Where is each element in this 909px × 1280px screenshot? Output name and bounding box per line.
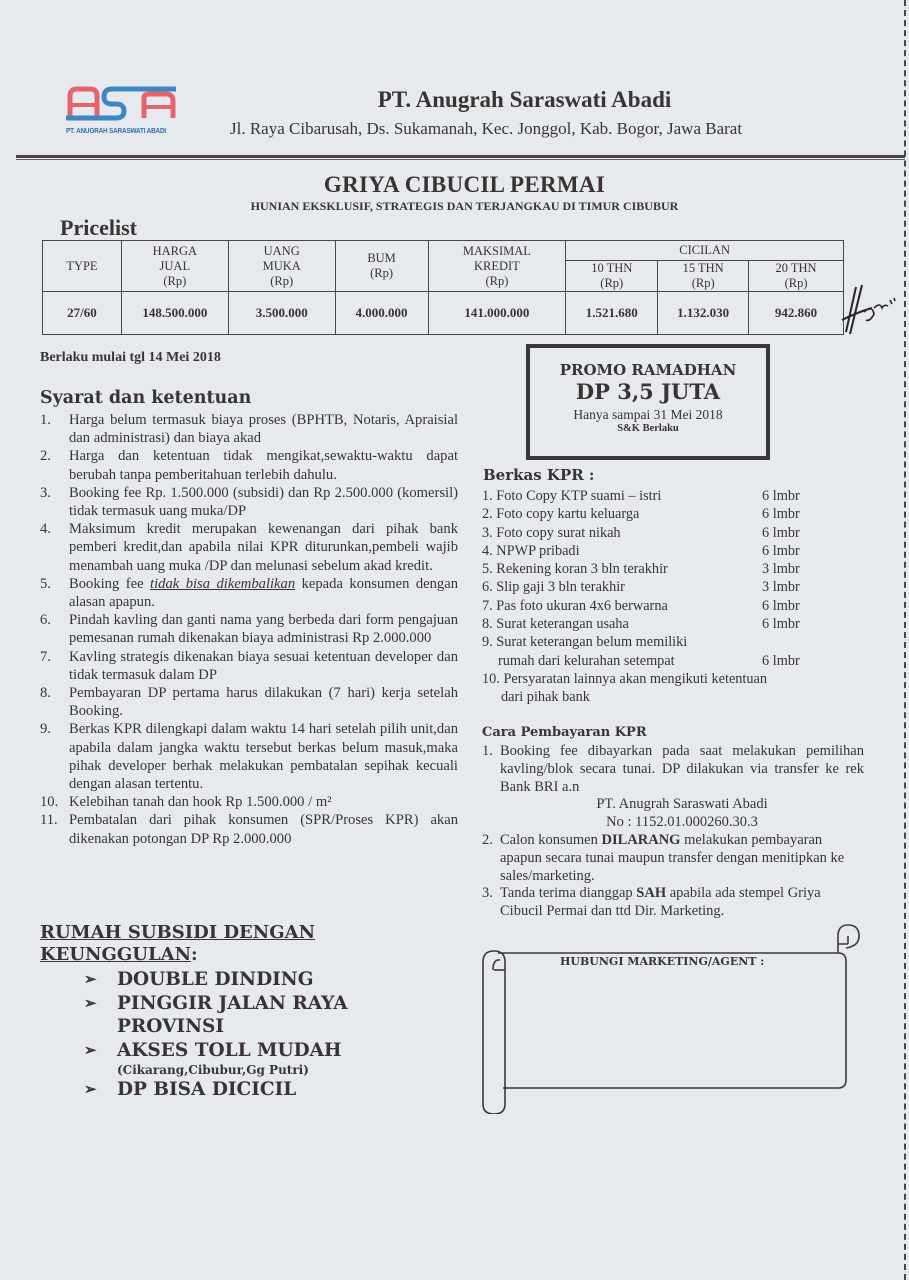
header-bum: BUM (Rp) [335,241,428,292]
list-item: 3. Foto copy surat nikah 6 lmbr [482,524,800,541]
list-item: 3. Tanda terima dianggap SAH apabila ada stempel Griya Cibucil Permai dan ttd Dir. Marketing. [482,885,821,920]
promo-terms: S&K Berlaku [617,423,679,434]
promo-title: PROMO RAMADHAN [559,361,737,379]
header-divider [16,155,905,160]
arrow-bullet-icon: ➢ [84,1040,97,1059]
logo-subtitle: PT. ANUGRAH SARASWATI ABADI [66,126,167,135]
non-refundable-emphasis: tidak bisa dikembalikan [150,575,296,592]
list-item: 2. Foto copy kartu keluarga 6 lmbr [482,506,800,523]
bank-account-name: PT. Anugrah Saraswati Abadi [596,796,768,813]
list-item: ➢ PINGGIR JALAN RAYA PROVINSI [84,992,348,1037]
cell-type: 27/60 [43,292,122,335]
cell-uang-muka: 3.500.000 [228,292,335,335]
list-item: 4. Maksimum kredit merupakan kewenangan dari pihak bank pemberi kredit,dan apabila nilai KPR diturunkan,pembeli wajib menambah uang muka /DP dan melunasi sebelum akad kredit. [40,521,458,574]
header-cicilan: CICILAN [566,241,844,261]
header-maksimal-kredit: MAKSIMAL KREDIT (Rp) [428,241,566,292]
berkas-list [482,487,862,707]
list-item: 1. Foto Copy KTP suami – istri 6 lmbr [482,488,800,504]
payment-title: Cara Pembayaran KPR [482,725,647,740]
arrow-bullet-icon: ➢ [84,1080,97,1098]
list-item: 8. Pembayaran DP pertama harus dilakukan (7 hari) kerja setelah Booking. [40,685,458,720]
list-item: ➢ DOUBLE DINDING [84,969,314,990]
list-item: 5. Rekening koran 3 bln terakhir 3 lmbr [482,561,800,578]
contact-label: HUBUNGI MARKETING/AGENT : [560,955,765,968]
cell-maksimal-kredit: 141.000.000 [428,292,566,335]
list-item: 2. Calon konsumen DILARANG melakukan pembayaran apapun secara tunai maupun transfer dengan menitipkan ke sales/marketing. [482,831,845,884]
header-cicilan-20: 20 THN (Rp) [749,261,844,292]
list-item: 10. Persyaratan lainnya akan mengikuti ketentuan dari pihak bank [482,670,768,706]
table-row [43,292,844,335]
cell-cicilan-20: 942.860 [749,292,844,335]
list-item: 4. NPWP pribadi 6 lmbr [482,542,800,559]
list-item: 6. Pindah kavling dan ganti nama yang berbeda dari form pengajuan pemesanan rumah dikenakan biaya administrasi Rp 2.000.000 [40,612,458,647]
bank-account-number: No : 1152.01.000260.30.3 [606,814,758,831]
company-name: PT. Anugrah Saraswati Abadi [377,87,672,112]
list-item: 1. Booking fee dibayarkan pada saat melakukan pemilihan kavling/blok secara tunai. DP dilakukan via transfer ke rek Bank BRI a.n PT. Anugrah Saraswati Abadi No : 1152.01.000260.30.3 [482,743,864,831]
list-item: 7. Kavling strategis dikenakan biaya sesuai ketentuan developer dan tidak termasuk dalam DP [40,648,458,683]
cell-bum: 4.000.000 [335,292,428,335]
list-item: 7. Pas foto ukuran 4x6 berwarna 6 lmbr [482,597,800,614]
list-item: 6. Slip gaji 3 bln terakhir 3 lmbr [482,579,800,596]
promo-deadline: Hanya sampai 31 Mei 2018 [573,407,723,422]
list-item: ➢ DP BISA DICICIL [84,1079,297,1100]
price-table [42,240,844,335]
valid-from-text: Berlaku mulai tgl 14 Mei 2018 [40,350,221,365]
list-item: 8. Surat keterangan usaha 6 lmbr [482,616,800,633]
company-address: Jl. Raya Cibarusah, Ds. Sukamanah, Kec. Jonggol, Kab. Bogor, Jawa Barat [230,119,743,138]
document-subtitle: HUNIAN EKSKLUSIF, STRATEGIS DAN TERJANGKAU DI TIMUR CIBUBUR [250,199,679,213]
feature-list [84,968,367,1102]
cell-cicilan-10: 1.521.680 [566,292,658,335]
list-item: ➢ AKSES TOLL MUDAH (Cikarang,Cibubur,Gg Putri) [84,1039,342,1077]
arrow-bullet-icon: ➢ [84,993,97,1012]
berkas-title: Berkas KPR : [483,466,595,484]
list-item: 3. Booking fee Rp. 1.500.000 (subsidi) dan Rp 2.500.000 (komersil) tidak termasuk uang muka/DP [40,484,458,520]
header-cicilan-10: 10 THN (Rp) [566,261,658,292]
terms-list [40,411,458,848]
payment-list [482,743,864,921]
list-item: 1. Harga belum termasuk biaya proses (BPHTB, Notaris, Apraisial dan administrasi) dan biaya akad [40,412,458,447]
terms-title: Syarat dan ketentuan [40,388,252,408]
cell-cicilan-15: 1.132.030 [658,292,749,335]
list-item: 2. Harga dan ketentuan tidak mengikat,sewaktu-waktu dapat berubah tanpa pemberitahuan terlebih dahulu. [40,448,458,483]
contact-scroll-frame [476,922,862,1114]
header-uang-muka: UANG MUKA (Rp) [228,241,335,292]
promo-box [526,344,770,460]
cell-harga-jual: 148.500.000 [121,292,228,335]
list-item: 9. Surat keterangan belum memiliki rumah dari kelurahan setempat 6 lmbr [482,634,800,669]
list-item: 11. Pembatalan dari pihak konsumen (SPR/Proses KPR) akan dikenakan potongan DP Rp 2.000.000 [40,812,458,847]
list-item: 10. Kelebihan tanah dan hook Rp 1.500.000 / m² [40,794,332,811]
arrow-bullet-icon: ➢ [84,970,97,988]
pricelist-label: Pricelist [60,215,137,240]
header-cicilan-15: 15 THN (Rp) [658,261,749,292]
list-item: 9. Berkas KPR dilengkapi dalam waktu 14 hari setelah pilih unit,dan apabila dalam jangka waktu tersebut berkas belum masuk,maka pihak developer berhak melakukan pembatalan sepihak kecuali dengan alasan tertentu. [40,721,458,793]
subsidi-title: RUMAH SUBSIDI DENGAN KEUNGGULAN: [40,922,316,965]
header-type: TYPE [43,241,122,292]
list-item: 5. Booking fee tidak bisa dikembalikan kepada konsumen dengan alasan apapun. [40,575,458,611]
promo-dp: DP 3,5 JUTA [575,379,721,404]
header-harga-jual: HARGA JUAL (Rp) [121,241,228,292]
signature-icon [838,282,898,337]
document-title: GRIYA CIBUCIL PERMAI [323,172,606,197]
